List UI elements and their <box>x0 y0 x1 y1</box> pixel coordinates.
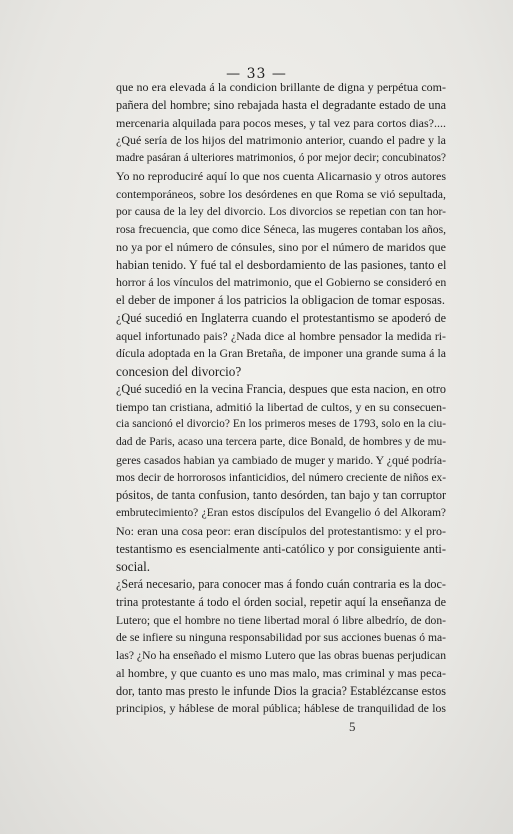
body-text <box>116 79 446 718</box>
text-line: contemporáneos, sobre los desórdenes en que Roma se vió sepultada, <box>116 186 446 201</box>
text-line: geres casados habian ya cambiado de muger y marido. Y ¿qué podría- <box>116 452 446 467</box>
text-line: cia sancionó el divorcio? En los primeros meses de 1793, solo en la ciu- <box>116 418 446 431</box>
text-line: ¿Qué sería de los hijos del matrimonio anterior, cuando el padre y la <box>116 133 446 148</box>
text-line: trina protestante á todo el órden social, repetir aquí la enseñanza de <box>116 594 446 609</box>
text-line: ¿Qué sucedió en Inglaterra cuando el protestantismo se apoderó de <box>116 310 446 325</box>
text-line: concesion del divorcio? <box>116 364 242 379</box>
text-line: dor, tanto mas presto le infunde Dios la gracia? Establézcanse estos <box>116 683 446 698</box>
text-line: mos decir de horrorosos infanticidios, del número creciente de niños ex- <box>116 471 446 484</box>
printer-signature-mark: 5 <box>349 719 356 734</box>
text-line: por causa de la ley del divorcio. Los divorcios se repetian con tan hor- <box>116 205 446 219</box>
text-line: al hombre, y que cuanto es uno mas malo, mas criminal y mas peca- <box>116 665 446 680</box>
text-line: principios, y háblese de moral pública; háblese de tranquilidad de los <box>116 701 446 716</box>
text-line: dícula adoptada en la Gran Bretaña, de imponer una grande suma á la <box>116 346 446 361</box>
text-line: tiempo tan cristiana, admitió la libertad de cultos, y en su consecuen- <box>116 399 446 414</box>
text-line: social. <box>116 559 151 575</box>
text-line: Lutero; que el hombre no tiene libertad moral ó libre albedrío, de don- <box>116 613 446 627</box>
text-line: aquel infortunado pais? ¿Nada dice al hombre pensador la medida ri- <box>116 328 446 343</box>
text-line: ¿Qué sucedió en la vecina Francia, despues que esta nacion, en otro <box>116 381 446 396</box>
text-line: no ya por el número de cónsules, sino por el número de maridos que <box>116 239 446 254</box>
text-line: mercenaria alquilada para pocos meses, y tal vez para cortos dias?.... <box>116 115 446 130</box>
text-line: ¿Será necesario, para conocer mas á fondo cuán contraria es la doc- <box>116 577 446 591</box>
text-line: habian tenido. Y fué tal el desbordamiento de las pasiones, tanto el <box>116 257 446 272</box>
text-line: las? ¿No ha enseñado el mismo Lutero que las obras buenas perjudican <box>116 649 446 662</box>
text-line: pañera del hombre; sino rebajada hasta el degradante estado de una <box>116 97 446 112</box>
text-line: de se infiere su ninguna responsabilidad por sus acciones buenas ó ma- <box>116 631 446 645</box>
text-line: el deber de imponer á los patricios la obligacion de tomar esposas. <box>116 293 445 307</box>
text-line: dad de Paris, acaso una tercera parte, dice Bonald, de hombres y de mu- <box>116 436 446 448</box>
text-line: rosa frecuencia, que como dice Séneca, las mugeres contaban los años, <box>116 223 446 236</box>
text-line: horror á los vínculos del matrimonio, que el Gobierno se consideró en <box>116 275 446 290</box>
text-line: Yo no reproduciré aquí lo que nos cuenta Alicarnasio y otros autores <box>116 168 446 183</box>
text-line: que no era elevada á la condicion brillante de digna y perpétua com- <box>116 80 446 94</box>
page-number: — 33 — <box>226 66 287 82</box>
text-line: madre pasáran á ulteriores matrimonios, ó por mejor decir; concubinatos? <box>116 152 446 164</box>
text-line: testantismo es esencialmente anti-católico y por consiguiente anti- <box>116 541 446 556</box>
text-line: embrutecimiento? ¿Eran estos discípulos del Evangelio ó del Alkoram? <box>116 507 446 519</box>
text-line: pósitos, de tanta confusion, tanto desórden, tan bajo y tan corruptor <box>116 488 446 503</box>
text-line: No: eran una cosa peor: eran discípulos del protestantismo: y el pro- <box>116 523 446 538</box>
